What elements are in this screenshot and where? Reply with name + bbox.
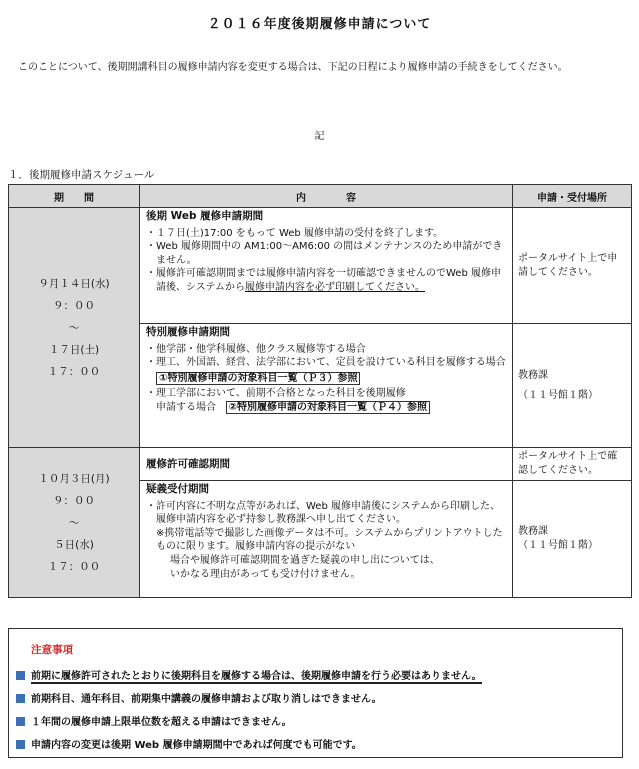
schedule-table [8,184,632,598]
note-text: 前期に履修許可されたとおりに後期科目を履修する場合は、後期履修申請を行う必要はありません。 [31,671,482,682]
note-item [16,736,362,751]
notes-box [8,628,623,758]
inquiry-note: いかなる理由があっても受け付けません。 [170,568,361,580]
special-period-bullet: ・理工、外国語、経営、法学部において、定員を設けている科目を履修する場合 [146,357,506,369]
print-instruction: 履修申請内容を必ず印刷してください。 [245,281,425,293]
web-period-bullet-text: ・履修許可確認期間までは履修申請内容を一切確認できませんのでWeb 履修申請後、システムから [146,268,501,293]
special-period-title: 特別履修申請期間 [146,326,230,338]
note-text: １年間の履修申請上限単位数を超える申請はできません。 [31,717,292,728]
period-b [9,448,140,598]
square-bullet-icon [16,717,25,726]
period-b-end-time: １７：００ [47,560,101,573]
period-b-end-date: ５日(水) [54,538,94,551]
square-bullet-icon [16,694,25,703]
web-period-title: 後期 Web 履修申請期間 [146,210,264,222]
place-building: （１１号館１階） [518,389,598,401]
period-b-tilde: ～ [68,516,80,529]
place-kyomuka [513,481,632,598]
note-text: 前期科目、通年科目、前期集中講義の履修申請および取り消しはできません。 [31,694,382,705]
inquiry-bullet: ・許可内容に不明な点等があれば、Web 履修申請後にシステムから印刷した、履修申請内容を必ず持参し教務課へ申し出てください。 [146,500,500,526]
content-inquiry-period [140,481,513,598]
page-title: ２０１６年度後期履修申請について [207,17,432,32]
place-kyomuka [513,324,632,448]
place-building: （１１号館１階） [518,540,598,551]
square-bullet-icon [16,671,25,680]
inquiry-period-title: 疑義受付期間 [146,483,209,495]
web-period-bullet: ・Web 履修期間中の AM1:00～AM6:00 の間はメンテナンスのため申請ができません。 [146,241,503,266]
content-special-period [140,324,513,448]
table-header-row [9,185,632,208]
period-b-start-date: １０月３日(月) [38,472,110,485]
place-name: 教務課 [518,526,548,537]
reference-1-line [146,372,506,386]
period-a-end-time: １７：００ [47,365,101,378]
section-heading: １．後期履修申請スケジュール [8,169,155,181]
place-portal-apply: ポータルサイト上で申請してください。 [513,208,632,324]
note-text: 申請内容の変更は後期 Web 履修申請期間中であれば何度でも可能です。 [31,740,362,751]
ki-mark: 記 [314,131,325,142]
reference-1: ①特別履修申請の対象科目一覧（Ｐ３）参照 [156,372,360,385]
note-item [16,667,482,682]
content-web-period [140,208,513,324]
header-place: 申請・受付場所 [513,185,632,208]
period-a-start-time: ９：００ [53,299,95,312]
note-item [16,690,382,705]
period-a [9,208,140,448]
special-period-bullet: ・理工学部において、前期不合格となった科目を後期履修 [146,388,406,400]
web-period-bullet: ・１７日(土)17:00 をもって Web 履修申請の受付を終了します。 [146,227,444,239]
header-content: 内 容 [140,185,513,208]
place-name: 教務課 [518,369,548,381]
period-a-end-date: １７日(土) [48,343,100,356]
header-period: 期 間 [9,185,140,208]
table-row [9,448,632,481]
confirm-period-title: 履修許可確認期間 [146,457,230,470]
special-period-case: 申請する場合 [156,401,216,413]
special-period-bullet-cont [146,401,506,415]
square-bullet-icon [16,740,25,749]
content-confirm-period [140,448,513,481]
inquiry-note: ※携帯電話等で撮影した画像データは不可。システムからプリントアウトしたものに限ります。履修申請内容の提示がない [156,527,503,553]
intro-paragraph: このことについて、後期開講科目の履修申請内容を変更する場合は、下記の日程により履修申請の手続きをしてください。 [18,62,568,73]
reference-2: ②特別履修申請の対象科目一覧（Ｐ４）参照 [226,401,430,414]
period-b-start-time: ９：００ [53,494,95,507]
special-period-bullet: ・他学部・他学科履修、他クラス履修等する場合 [146,343,366,355]
inquiry-note: 場合や履修許可確認期間を過ぎた疑義の申し出については、 [170,554,440,566]
place-portal-confirm: ポータルサイト上で確認してください。 [513,448,632,481]
notes-title: 注意事項 [31,644,73,656]
period-a-start-date: ９月１４日(水) [38,277,110,290]
table-row [9,208,632,324]
period-a-tilde: ～ [68,321,80,334]
web-period-bullet [146,267,506,294]
note-item [16,713,292,728]
